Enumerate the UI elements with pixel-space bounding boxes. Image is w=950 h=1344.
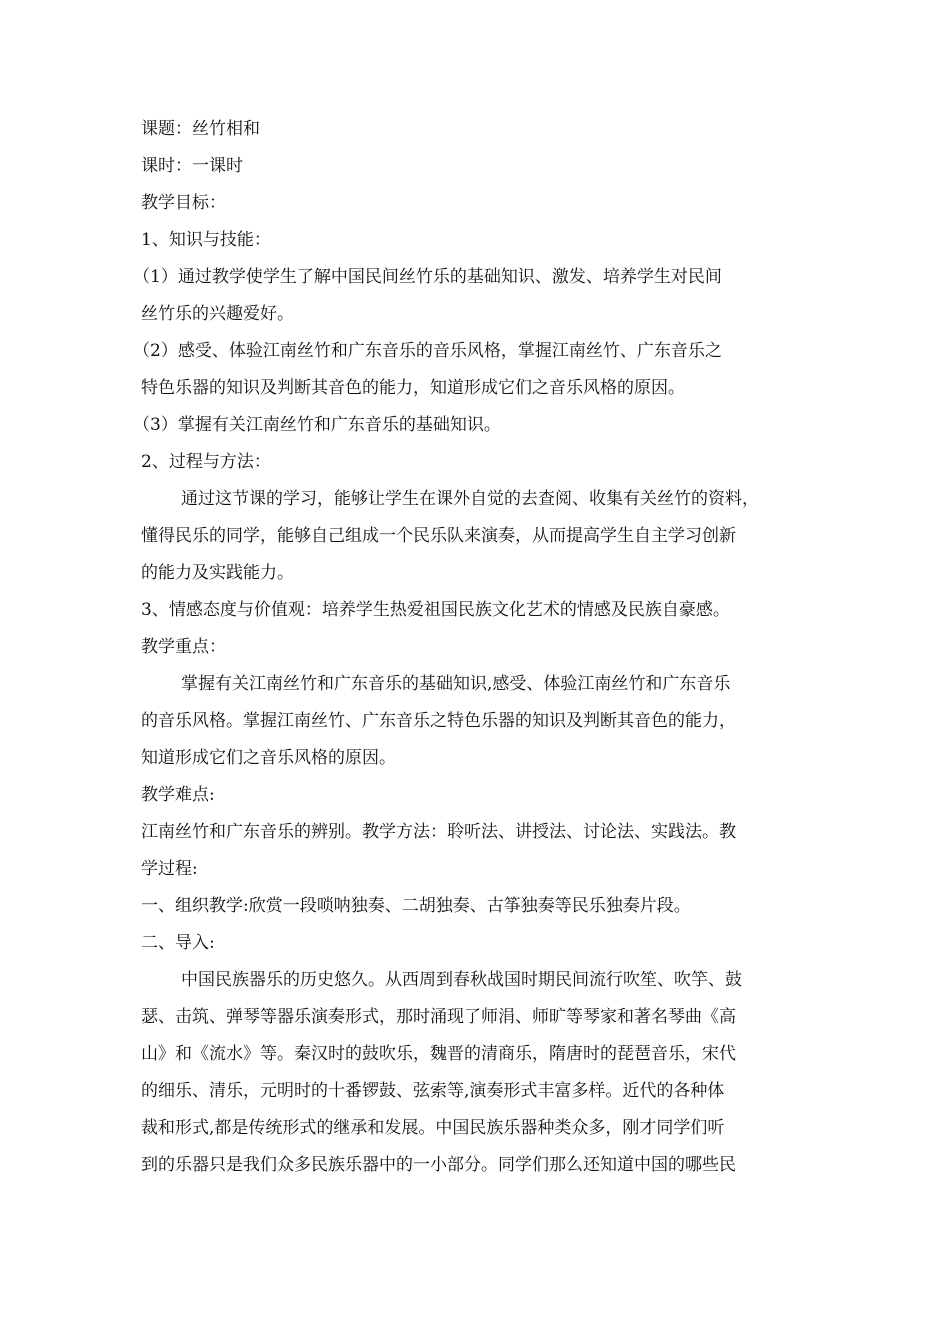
paragraph-line: 到的乐器只是我们众多民族乐器中的一小部分。同学们那么还知道中国的哪些民 (141, 1155, 736, 1175)
subheading-knowledge-skills: 1、知识与技能： (141, 230, 271, 250)
paragraph-line: 丝竹乐的兴趣爱好。 (141, 304, 294, 324)
section-heading-objectives: 教学目标： (141, 193, 226, 213)
paragraph-line: 裁和形式,都是传统形式的继承和发展。中国民族乐器种类众多，刚才同学们听 (141, 1118, 725, 1138)
paragraph-line: 的细乐、清乐，元明时的十番锣鼓、弦索等,演奏形式丰富多样。近代的各种体 (141, 1081, 725, 1101)
paragraph-line: （3）掌握有关江南丝竹和广东音乐的基础知识。 (133, 415, 501, 435)
paragraph-line: 通过这节课的学习，能够让学生在课外自觉的去查阅、收集有关丝竹的资料， (181, 489, 759, 509)
paragraph-line: 山》和《流水》等。秦汉时的鼓吹乐，魏晋的清商乐，隋唐时的琵琶音乐，宋代 (141, 1044, 736, 1064)
step-organize-teaching: 一、组织教学:欣赏一段唢呐独奏、二胡独奏、古筝独奏等民乐独奏片段。 (141, 896, 691, 916)
paragraph-line: 懂得民乐的同学，能够自己组成一个民乐队来演奏，从而提高学生自主学习创新 (141, 526, 736, 546)
paragraph-line: 掌握有关江南丝竹和广东音乐的基础知识,感受、体验江南丝竹和广东音乐 (181, 674, 731, 694)
paragraph-line: 的音乐风格。掌握江南丝竹、广东音乐之特色乐器的知识及判断其音色的能力， (141, 711, 736, 731)
subheading-process-methods: 2、过程与方法： (141, 452, 271, 472)
lesson-title: 课题：丝竹相和 (141, 119, 260, 139)
section-heading-key-points: 教学重点： (141, 637, 226, 657)
section-heading-difficulties: 教学难点: (141, 785, 215, 805)
paragraph-line: 的能力及实践能力。 (141, 563, 294, 583)
subheading-emotion-values: 3、情感态度与价值观：培养学生热爱祖国民族文化艺术的情感及民族自豪感。 (141, 600, 730, 620)
lesson-duration: 课时：一课时 (141, 156, 243, 176)
step-introduction: 二、导入: (141, 933, 215, 953)
paragraph-line: 中国民族器乐的历史悠久。从西周到春秋战国时期民间流行吹笙、吹竽、鼓 (181, 970, 742, 990)
paragraph-line: 瑟、击筑、弹琴等器乐演奏形式，那时涌现了师涓、师旷等琴家和著名琴曲《高 (141, 1007, 736, 1027)
paragraph-line: 知道形成它们之音乐风格的原因。 (141, 748, 396, 768)
paragraph-line: 江南丝竹和广东音乐的辨别。教学方法：聆听法、讲授法、讨论法、实践法。教 (141, 822, 736, 842)
paragraph-line: （2）感受、体验江南丝竹和广东音乐的音乐风格，掌握江南丝竹、广东音乐之 (133, 341, 722, 361)
paragraph-line: 学过程: (141, 859, 198, 879)
paragraph-line: （1）通过教学使学生了解中国民间丝竹乐的基础知识、激发、培养学生对民间 (133, 267, 722, 287)
paragraph-line: 特色乐器的知识及判断其音色的能力，知道形成它们之音乐风格的原因。 (141, 378, 685, 398)
